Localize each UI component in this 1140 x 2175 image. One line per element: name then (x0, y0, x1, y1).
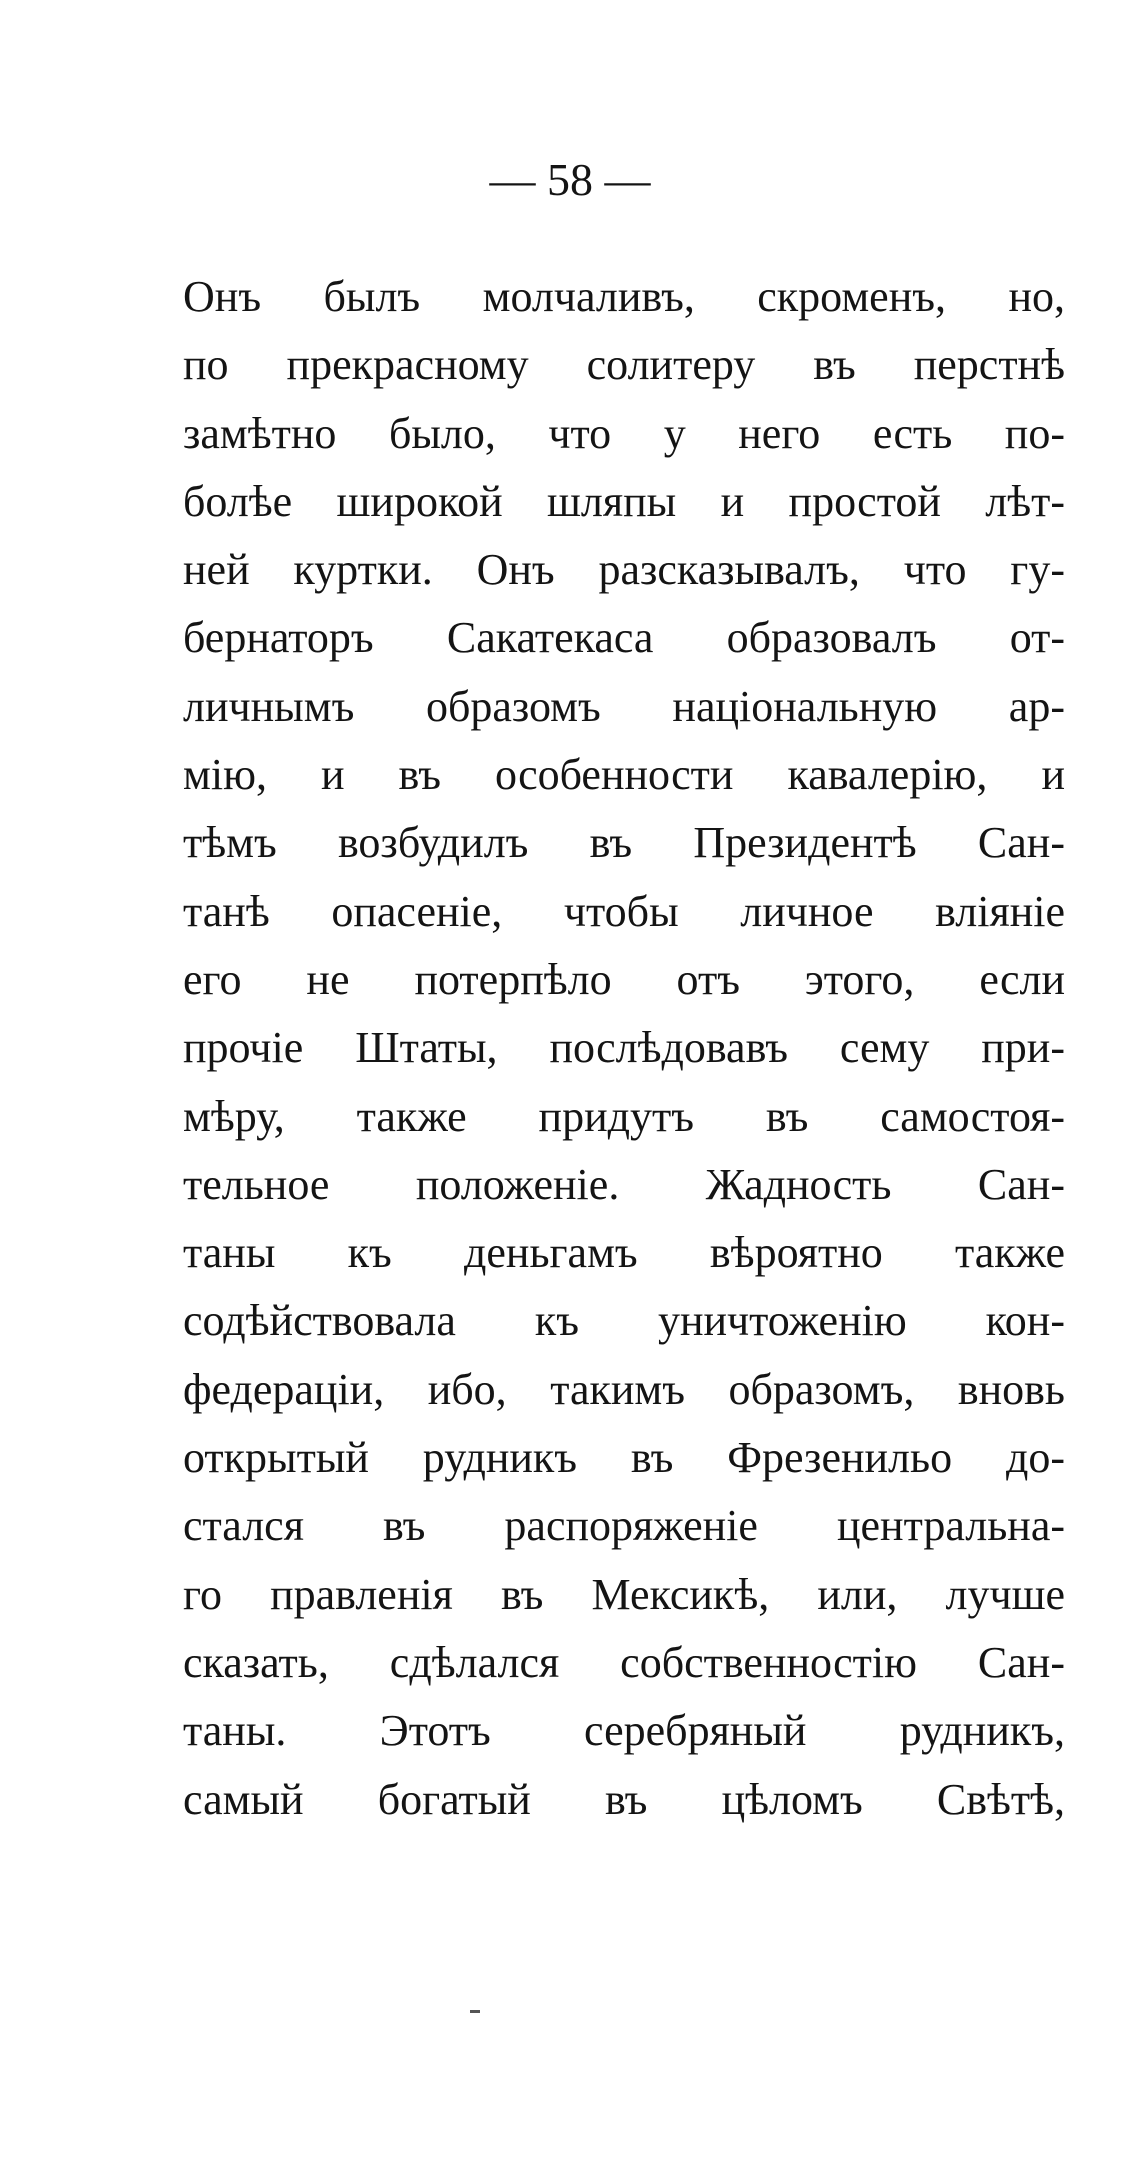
body-text (183, 263, 1065, 1834)
text-line: по прекрасному солитеру въ перстнѣ (183, 340, 1065, 390)
text-line: танѣ опасеніе, чтобы личное вліяніе (183, 886, 1065, 936)
text-line: его не потерпѣло отъ этого, если (183, 954, 1065, 1004)
text-line: федераціи, ибо, такимъ образомъ, вновь (183, 1364, 1065, 1414)
text-line: стался въ распоряженіе центральна- (183, 1501, 1065, 1551)
text-line: таны къ деньгамъ вѣроятно также (183, 1228, 1065, 1278)
text-line: самый богатый въ цѣломъ Свѣтѣ, (183, 1774, 1065, 1824)
text-line: личнымъ образомъ національную ар- (183, 681, 1065, 731)
text-line: болѣе широкой шляпы и простой лѣт- (183, 476, 1065, 526)
text-line: тельное положеніе. Жадность Сан- (183, 1159, 1065, 1209)
text-line: бернаторъ Сакатекаса образовалъ от- (183, 613, 1065, 663)
text-line: замѣтно было, что у него есть по- (183, 408, 1065, 458)
text-line: таны. Этотъ серебряный рудникъ, (183, 1706, 1065, 1756)
text-line: открытый рудникъ въ Фрезенильо до- (183, 1433, 1065, 1483)
text-line: го правленія въ Мексикѣ, или, лучше (183, 1569, 1065, 1619)
text-line: мѣру, также придутъ въ самостоя- (183, 1091, 1065, 1141)
text-line: Онъ былъ молчаливъ, скроменъ, но, (183, 272, 1065, 321)
text-line: сказать, сдѣлался собственностію Сан- (183, 1637, 1065, 1687)
text-line: прочіе Штаты, послѣдовавъ сему при- (183, 1023, 1065, 1073)
text-line: мію, и въ особенности кавалерію, и (183, 750, 1065, 800)
text-line: тѣмъ возбудилъ въ Президентѣ Сан- (183, 818, 1065, 868)
page-number-header: — 58 — (489, 154, 651, 205)
text-line: ней куртки. Онъ разсказывалъ, что гу- (183, 545, 1065, 595)
footer-mark (470, 2010, 480, 2013)
text-line: содѣйствовала къ уничтоженію кон- (183, 1296, 1065, 1346)
